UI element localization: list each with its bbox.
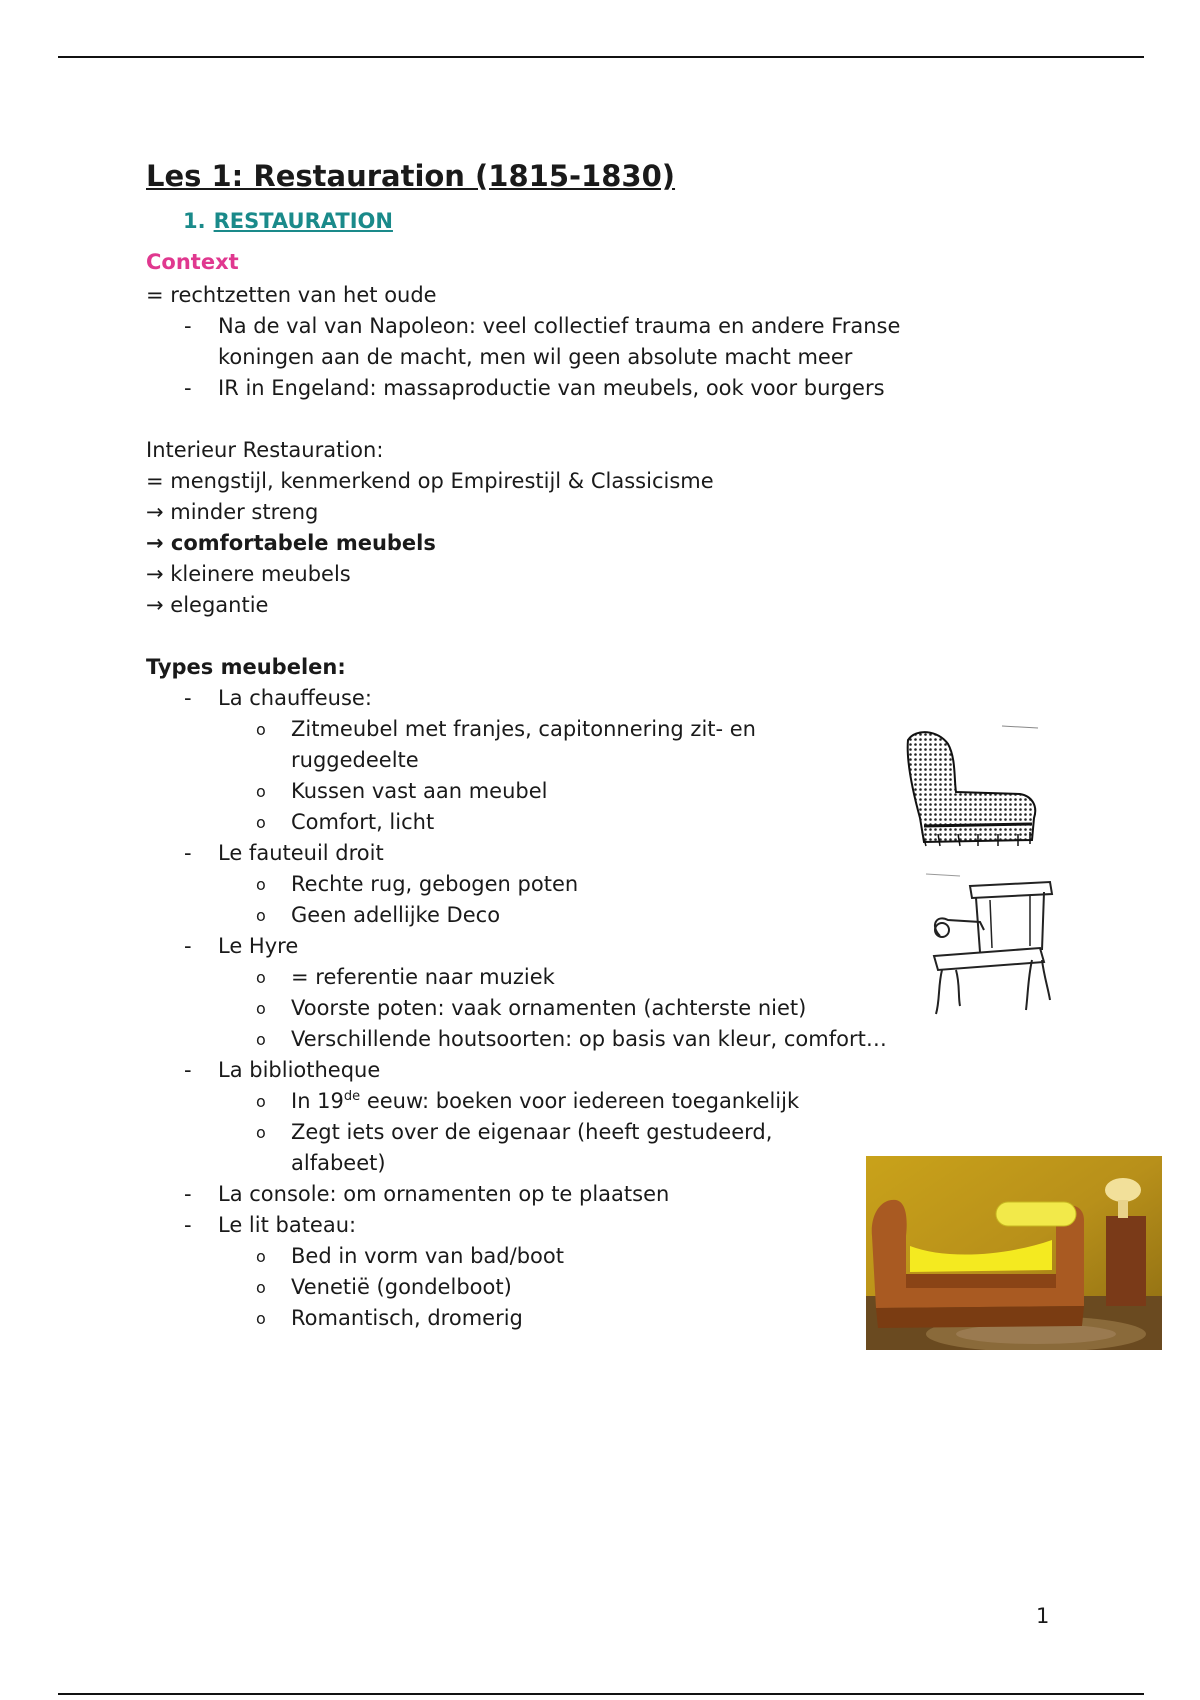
type-subitem: o Geen adellijke Deco <box>146 900 1086 931</box>
type-subitem: o Kussen vast aan meubel <box>146 776 1086 807</box>
section-heading <box>183 204 1086 238</box>
type-subitem: o Venetië (gondelboot) <box>146 1272 1086 1303</box>
type-subitem: o Verschillende houtsoorten: op basis van kleur, comfort… <box>146 1024 1086 1055</box>
page-title: Les 1: Restauration (1815-1830) <box>146 159 676 193</box>
type-subitem <box>146 1086 1086 1117</box>
type-subitem: o Rechte rug, gebogen poten <box>146 869 1086 900</box>
page-number: 1 <box>1036 1604 1050 1628</box>
context-heading: Context <box>146 250 239 274</box>
type-hyre: - Le Hyre <box>146 931 1086 962</box>
section-title: RESTAURATION <box>213 209 393 233</box>
context-bullet: - Na de val van Napoleon: veel collectief trauma en andere Franse koningen aan de macht, men wil geen absolute macht meer <box>146 311 978 373</box>
bottom-rule <box>58 1693 1144 1695</box>
types-heading: Types meubelen: <box>146 655 346 679</box>
type-lit-bateau: - Le lit bateau: <box>146 1210 1086 1241</box>
type-subitem: o = referentie naar muziek <box>146 962 1086 993</box>
type-fauteuil: - Le fauteuil droit <box>146 838 1086 869</box>
top-rule <box>58 56 1144 58</box>
type-subitem: o Comfort, licht <box>146 807 1086 838</box>
bib-sub-pre: In 19 <box>291 1089 344 1113</box>
type-subitem: o Bed in vorm van bad/boot <box>146 1241 1086 1272</box>
type-subitem: o Zegt iets over de eigenaar (heeft gestudeerd, alfabeet) <box>146 1117 811 1179</box>
type-chauffeuse: - La chauffeuse: <box>146 683 1086 714</box>
chauffeuse-illustration <box>898 722 1046 850</box>
type-subitem: o Romantisch, dromerig <box>146 1303 1086 1334</box>
interior-point: → elegantie <box>146 593 269 617</box>
bib-sub-sup: de <box>343 1089 361 1104</box>
fauteuil-illustration <box>920 870 1058 1020</box>
lit-bateau-photo <box>866 1156 1162 1350</box>
interior-point: → minder streng <box>146 500 319 524</box>
bib-sub-post: eeuw: boeken voor iedereen toegankelijk <box>360 1089 800 1113</box>
context-bullet: - IR in Engeland: massaproductie van meubels, ook voor burgers <box>146 373 1086 404</box>
interior-point: → comfortabele meubels <box>146 531 436 555</box>
context-definition: = rechtzetten van het oude <box>146 283 437 307</box>
type-subitem: o Zitmeubel met franjes, capitonnering zit- en ruggedeelte <box>146 714 791 776</box>
type-subitem: o Voorste poten: vaak ornamenten (achterste niet) <box>146 993 1086 1024</box>
section-number: 1. <box>183 209 206 233</box>
interior-heading: Interieur Restauration: <box>146 438 384 462</box>
type-console: - La console: om ornamenten op te plaatsen <box>146 1179 1086 1210</box>
type-bibliotheque: - La bibliotheque <box>146 1055 1086 1086</box>
interior-point: → kleinere meubels <box>146 562 351 586</box>
interior-definition: = mengstijl, kenmerkend op Empirestijl & Classicisme <box>146 469 714 493</box>
